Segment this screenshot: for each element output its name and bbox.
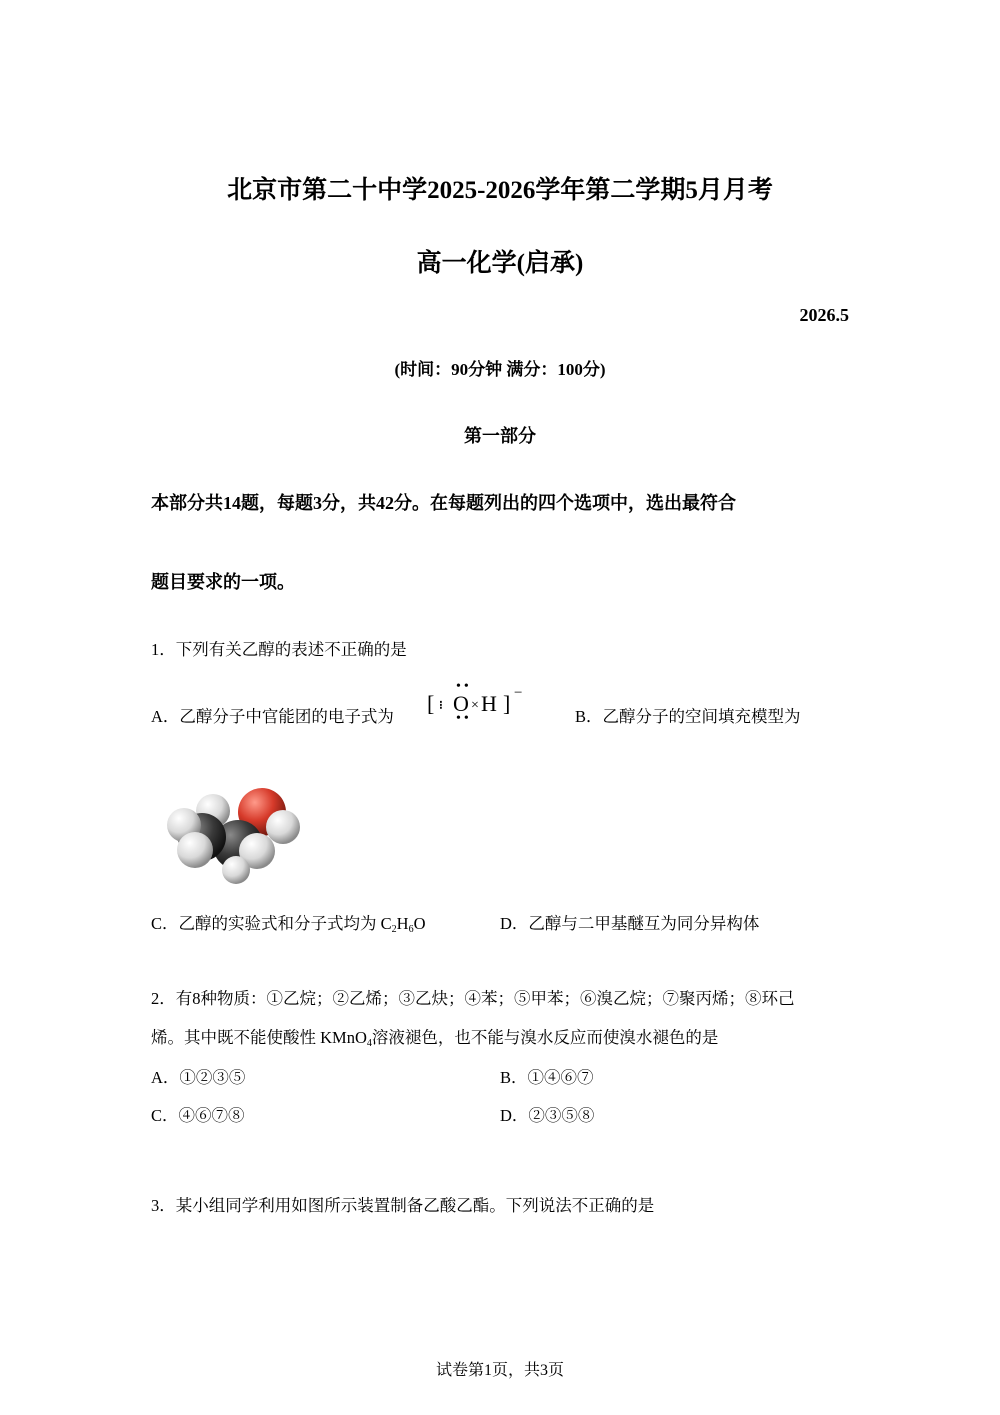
question-2-option-c: C．④⑥⑦⑧ (151, 1106, 245, 1125)
ethanol-space-filling-model (160, 785, 310, 885)
question-1-option-a: A．乙醇分子中官能团的电子式为 (151, 707, 394, 726)
electron-dots-top: •• (456, 679, 472, 694)
exam-title: 北京市第二十中学2025-2026学年第二学期5月月考 (227, 177, 773, 204)
question-2-option-b: B．①④⑥⑦ (500, 1068, 594, 1087)
question-1-stem: 1．下列有关乙醇的表述不正确的是 (151, 640, 407, 659)
electron-dots-bottom: •• (456, 711, 472, 726)
question-1-option-c: C．乙醇的实验式和分子式均为 $C_2H_6O$ (151, 914, 426, 935)
formula-atom-h: H (481, 691, 497, 716)
question-2-option-a: A．①②③⑤ (151, 1068, 246, 1087)
formula-atom-o: O (453, 691, 469, 716)
question-2-option-d: D．②③⑤⑧ (500, 1106, 595, 1125)
question-2-stem-line1: 2．有8种物质：①乙烷；②乙烯；③乙炔；④苯；⑤甲苯；⑥溴乙烷；⑦聚丙烯；⑧环己 (151, 989, 795, 1008)
hydrogen-atom (177, 832, 213, 868)
question-3-stem: 3．某小组同学利用如图所示装置制备乙酸乙酯。下列说法不正确的是 (151, 1196, 655, 1215)
part-heading: 第一部分 (464, 426, 536, 446)
exam-subtitle: 高一化学(启承) (416, 250, 584, 277)
formula-left-bracket: [ (427, 691, 435, 716)
hydroxyl-electron-formula (425, 679, 535, 727)
hydrogen-atom (222, 856, 250, 884)
question-1-option-b: B．乙醇分子的空间填充模型为 (575, 707, 801, 726)
page-footer: 试卷第1页，共3页 (435, 1362, 564, 1379)
exam-date: 2026.5 (799, 305, 849, 325)
part-instruction-line1: 本部分共14题，每题3分，共42分。在每题列出的四个选项中，选出最符合 (151, 493, 736, 513)
hydrogen-atom (266, 810, 300, 844)
formula-charge: − (514, 685, 523, 701)
formula-right-bracket: ] (503, 691, 511, 716)
part-instruction-line2: 题目要求的一项。 (151, 572, 295, 592)
question-1-option-d: D．乙醇与二甲基醚互为同分异构体 (500, 914, 760, 933)
electron-dots-left: ⁝ (439, 698, 443, 712)
question-2-stem-line2: 烯。其中既不能使酸性 KMnO$_4$溶液褪色，也不能与溴水反应而使溴水褪色的是 (151, 1028, 719, 1049)
exam-info: (时间：90分钟 满分：100分) (394, 360, 606, 379)
shared-electron-pair: × (471, 698, 479, 713)
